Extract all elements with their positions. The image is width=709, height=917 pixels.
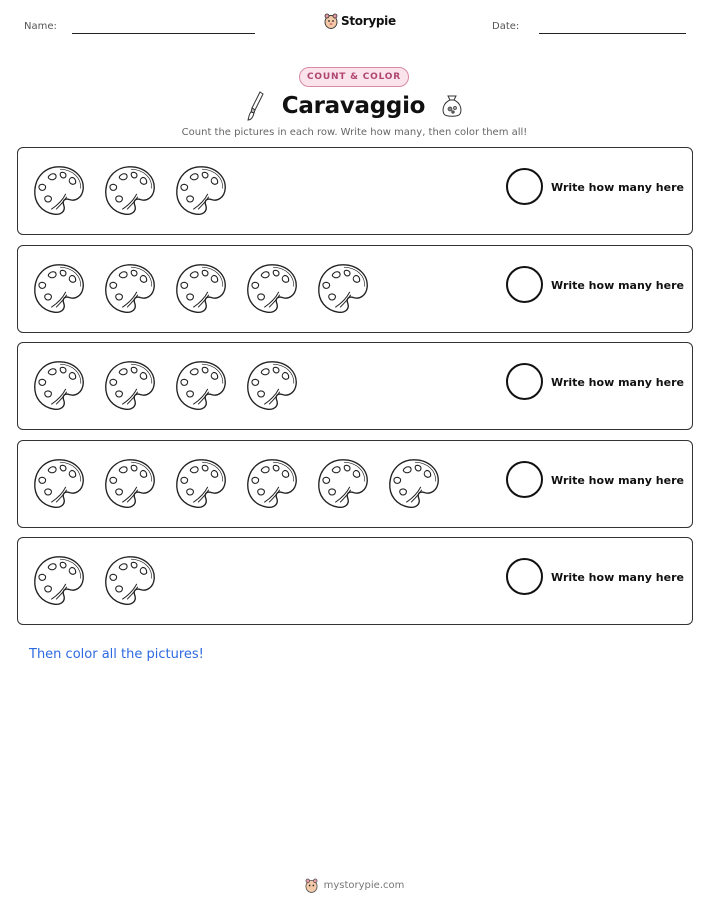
storypie-mascot-icon [305, 878, 318, 893]
write-label: Write how many here [551, 181, 684, 194]
palette-icon [172, 356, 230, 414]
picture-group [30, 551, 159, 609]
palette-icon [314, 259, 372, 317]
counting-row [17, 147, 693, 235]
palette-icon [101, 454, 159, 512]
picture-group [30, 454, 443, 512]
answer-circle[interactable] [506, 363, 543, 400]
palette-icon [243, 356, 301, 414]
palette-icon [101, 161, 159, 219]
footer-url: mystorypie.com [323, 880, 405, 891]
palette-icon [243, 454, 301, 512]
paint-bag-icon [441, 93, 463, 119]
footer [0, 878, 709, 893]
palette-icon [30, 259, 88, 317]
palette-icon [30, 454, 88, 512]
palette-icon [385, 454, 443, 512]
name-label: Name: [24, 21, 57, 32]
palette-icon [30, 161, 88, 219]
write-label: Write how many here [551, 376, 684, 389]
paintbrush-icon [246, 90, 266, 122]
write-label: Write how many here [551, 571, 684, 584]
storypie-mascot-icon [324, 13, 338, 29]
page-title: Caravaggio [281, 93, 426, 119]
palette-icon [243, 259, 301, 317]
footer-note: Then color all the pictures! [29, 647, 204, 662]
answer-circle[interactable] [506, 266, 543, 303]
palette-icon [101, 259, 159, 317]
counting-row [17, 440, 693, 528]
write-label: Write how many here [551, 278, 684, 292]
palette-icon [101, 356, 159, 414]
counting-row [17, 342, 693, 430]
instructions: Count the pictures in each row. Write how many, then color them all! [181, 127, 528, 138]
answer-circle[interactable] [506, 461, 543, 498]
counting-row [17, 245, 693, 333]
answer-circle[interactable] [506, 168, 543, 205]
palette-icon [172, 259, 230, 317]
date-line[interactable] [539, 33, 686, 34]
picture-group [30, 161, 230, 219]
write-label: Write how many here [551, 473, 684, 487]
answer-circle[interactable] [506, 558, 543, 595]
palette-icon [172, 454, 230, 512]
palette-icon [314, 454, 372, 512]
palette-icon [172, 161, 230, 219]
picture-group [30, 259, 372, 317]
counting-rows [17, 147, 693, 635]
palette-icon [30, 356, 88, 414]
activity-badge: COUNT & COLOR [299, 67, 409, 87]
brand-name: Storypie [341, 14, 396, 28]
counting-row [17, 537, 693, 625]
picture-group [30, 356, 301, 414]
brand-logo [324, 13, 396, 29]
name-line[interactable] [72, 33, 255, 34]
title-row [0, 90, 709, 122]
date-label: Date: [492, 21, 520, 32]
palette-icon [30, 551, 88, 609]
palette-icon [101, 551, 159, 609]
